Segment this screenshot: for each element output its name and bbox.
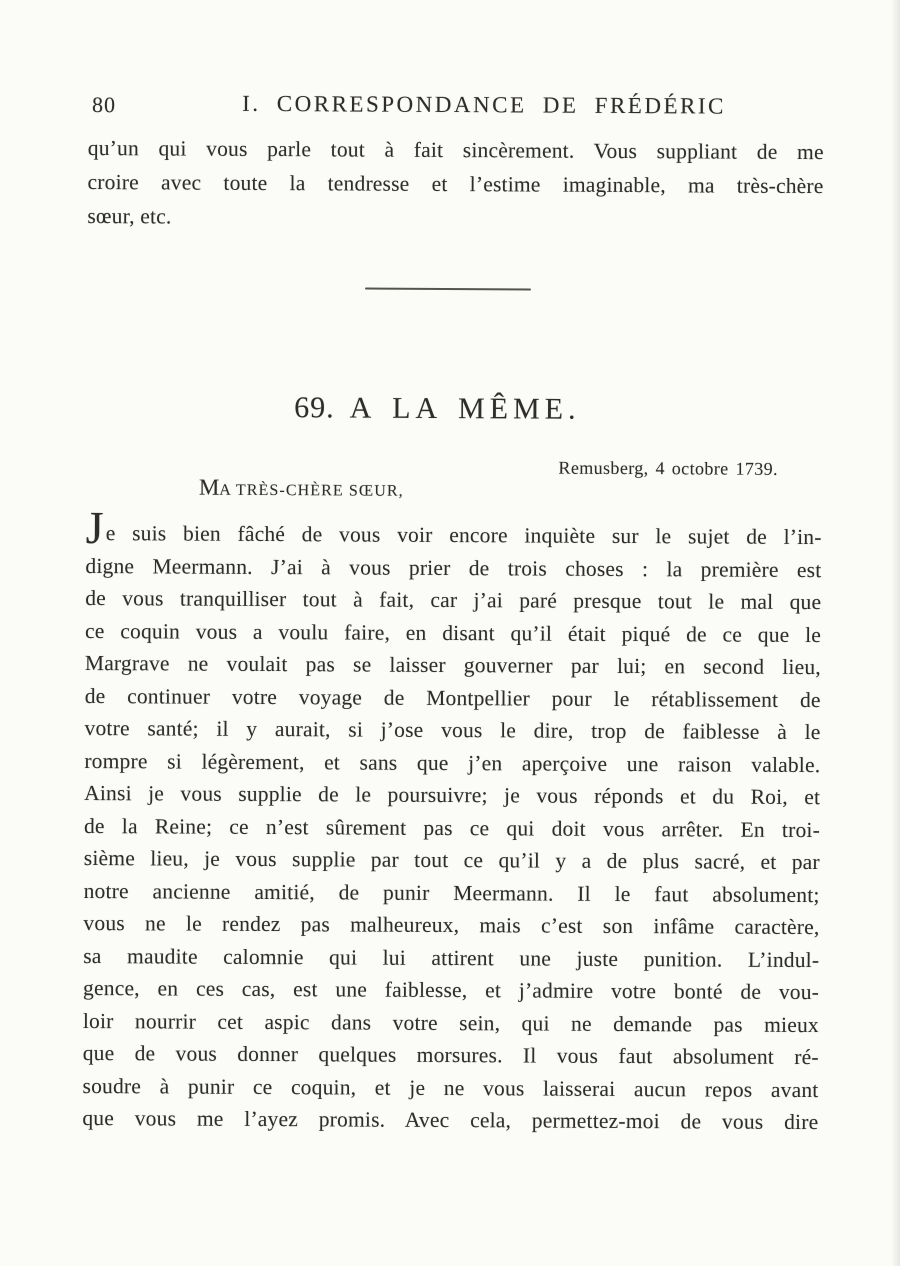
letter-body — [82, 501, 822, 1139]
body-line: rompre si légèrement, et sans que j’en aperçoive une raison valable. — [84, 748, 821, 777]
text-line: croire avec toute la tendresse et l’estime imaginable, ma très-chère — [87, 169, 824, 199]
body-line: ce coquin vous a voulu faire, en disant qu’il était piqué de ce que le — [85, 618, 822, 647]
letter-heading — [86, 389, 822, 429]
body-first-line-text: e suis bien fâché de vous voir encore inquiète sur le sujet de l’in- — [105, 521, 822, 550]
body-line: loir nourrir cet aspic dans votre sein, qui ne demande pas mieux — [82, 1008, 819, 1037]
body-lines — [82, 549, 821, 1138]
section-divider-rule — [365, 288, 531, 291]
body-line: notre ancienne amitié, de punir Meermann. Il le faut absolument; — [83, 878, 820, 907]
body-line: sa maudite calomnie qui lui attirent une juste punition. L’indul- — [83, 943, 820, 972]
body-line: de continuer votre voyage de Montpellier pour le rétablissement de — [84, 683, 821, 712]
body-line: Margrave ne voulait pas se laisser gouverner par lui; en second lieu, — [84, 650, 821, 680]
running-title: I. CORRESPONDANCE DE FRÉDÉRIC — [242, 90, 726, 119]
page-number: 80 — [91, 92, 117, 118]
body-line: votre santé; il y aurait, si j’ose vous le dire, trop de faiblesse à le — [84, 715, 821, 745]
drop-cap-initial: J — [85, 501, 104, 554]
salutation — [199, 475, 404, 505]
running-head — [88, 90, 824, 124]
salutation-rest: A TRÈS-CHÈRE SŒUR, — [219, 481, 404, 500]
dateline: Remusberg, 4 octobre 1739. — [558, 457, 779, 479]
body-line: de vous tranquilliser tout à fait, car j’ai paré presque tout le mal que — [85, 585, 822, 615]
body-line: que vous me l’ayez promis. Avec cela, permettez-moi de vous dire — [82, 1105, 819, 1135]
body-line: de la Reine; ce n’est sûrement pas ce qui doit vous arrêter. En troi- — [83, 813, 821, 842]
body-line: sième lieu, je vous supplie par tout ce qu’il y a de plus sacré, et par — [83, 845, 820, 875]
letter-title: A LA MÊME. — [349, 391, 581, 426]
text-line: qu’un qui vous parle tout à fait sincèrement. Vous suppliant de me — [87, 135, 824, 165]
body-line: vous ne le rendez pas malheureux, mais c’est son infâme caractère, — [83, 910, 820, 940]
body-line: gence, en ces cas, est une faiblesse, et j’admire votre bonté de vou- — [83, 975, 820, 1005]
body-line: digne Meermann. J’ai à vous prier de trois choses : la première est — [85, 553, 822, 582]
previous-letter-ending — [87, 131, 824, 237]
body-first-line — [85, 501, 822, 554]
letter-number: 69. — [294, 391, 335, 425]
body-line: Ainsi je vous supplie de le poursuivre; je vous réponds et du Roi, et — [84, 780, 821, 810]
body-line: que de vous donner quelques morsures. Il vous faut absolument ré- — [82, 1040, 819, 1070]
text-line: sœur, etc. — [87, 203, 172, 229]
salutation-initial: M — [198, 474, 220, 500]
body-line: soudre à punir ce coquin, et je ne vous laisserai aucun repos avant — [82, 1073, 819, 1102]
